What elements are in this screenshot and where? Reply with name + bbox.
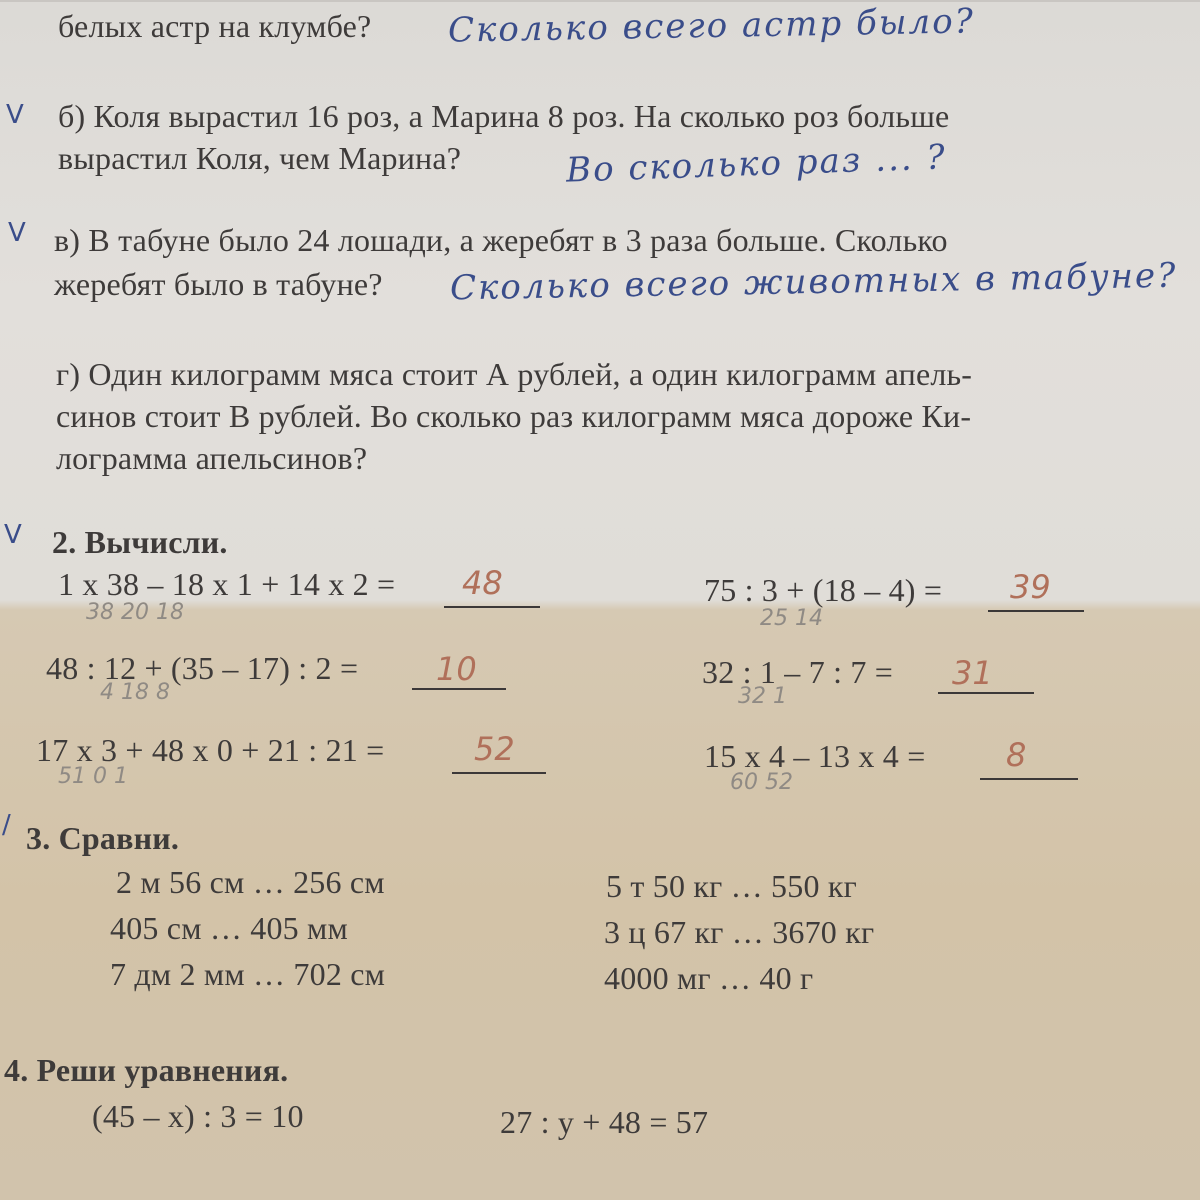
- compare-right-3: 4000 мг … 40 г: [604, 960, 814, 996]
- page-top-edge: [0, 0, 1200, 2]
- task1b-line2: вырастил Коля, чем Марина?: [58, 140, 462, 176]
- task1v-line2: жеребят было в табуне?: [54, 266, 383, 302]
- expression-5-notes: 51 0 1: [58, 764, 128, 789]
- answer-2: 39: [1010, 568, 1051, 606]
- header-fragment-text: белых астр на клумбе?: [58, 8, 372, 44]
- expression-4-notes: 32 1: [738, 684, 787, 709]
- check-mark-v: V: [8, 218, 26, 248]
- check-mark-task2: V: [4, 520, 22, 550]
- answer-3: 10: [436, 650, 477, 688]
- expression-3: 48 : 12 + (35 – 17) : 2 =: [46, 650, 359, 686]
- answer-5: 52: [474, 730, 515, 768]
- task1b-handwritten: Во сколько раз ... ?: [565, 137, 948, 191]
- compare-left-2: 405 см … 405 мм: [110, 910, 348, 946]
- equation-1: (45 – x) : 3 = 10: [92, 1098, 304, 1134]
- compare-left-3: 7 дм 2 мм … 702 см: [110, 956, 386, 992]
- task4-title: 4. Реши уравнения.: [4, 1052, 289, 1088]
- task1v-line1: в) В табуне было 24 лошади, а жеребят в 3 раза больше. Сколько: [54, 222, 948, 258]
- task3-title: 3. Сравни.: [26, 820, 180, 856]
- expression-2: 75 : 3 + (18 – 4) =: [704, 572, 943, 608]
- task1b-line1: б) Коля вырастил 16 роз, а Марина 8 роз. На сколько роз больше: [58, 98, 950, 134]
- task1v-handwritten: Сколько всего животных в табуне?: [449, 255, 1178, 309]
- expression-1-notes: 38 20 18: [86, 600, 184, 625]
- expression-5: 17 x 3 + 48 x 0 + 21 : 21 =: [36, 732, 385, 768]
- compare-right-1: 5 т 50 кг … 550 кг: [606, 868, 857, 904]
- expression-4: 32 : 1 – 7 : 7 =: [702, 654, 894, 690]
- compare-right-2: 3 ц 67 кг … 3670 кг: [604, 914, 875, 950]
- header-fragment-handwritten: Сколько всего астр было?: [447, 1, 976, 51]
- expression-6: 15 x 4 – 13 x 4 =: [704, 738, 926, 774]
- answer-6: 8: [1006, 736, 1027, 774]
- check-mark-task3: /: [2, 810, 11, 840]
- expression-6-notes: 60 52: [730, 770, 793, 795]
- expression-1: 1 x 38 – 18 x 1 + 14 x 2 =: [58, 566, 396, 602]
- answer-line-6: [980, 778, 1078, 780]
- task1g-line1: г) Один килограмм мяса стоит А рублей, а один килограмм апель-: [56, 356, 973, 392]
- task1g-line3: лограмма апельсинов?: [56, 440, 368, 476]
- equation-2: 27 : y + 48 = 57: [500, 1104, 709, 1140]
- answer-1: 48: [462, 564, 503, 602]
- answer-line-3: [412, 688, 506, 690]
- compare-left-1: 2 м 56 см … 256 см: [116, 864, 385, 900]
- expression-3-notes: 4 18 8: [100, 680, 170, 705]
- task2-title: 2. Вычисли.: [52, 524, 228, 560]
- check-mark-b: V: [6, 100, 24, 130]
- answer-line-2: [988, 610, 1084, 612]
- answer-line-1: [444, 606, 540, 608]
- answer-line-4: [938, 692, 1034, 694]
- answer-line-5: [452, 772, 546, 774]
- expression-2-notes: 25 14: [760, 606, 823, 631]
- task1g-line2: синов стоит В рублей. Во сколько раз килограмм мяса дороже Ки-: [56, 398, 972, 434]
- answer-4: 31: [952, 654, 993, 692]
